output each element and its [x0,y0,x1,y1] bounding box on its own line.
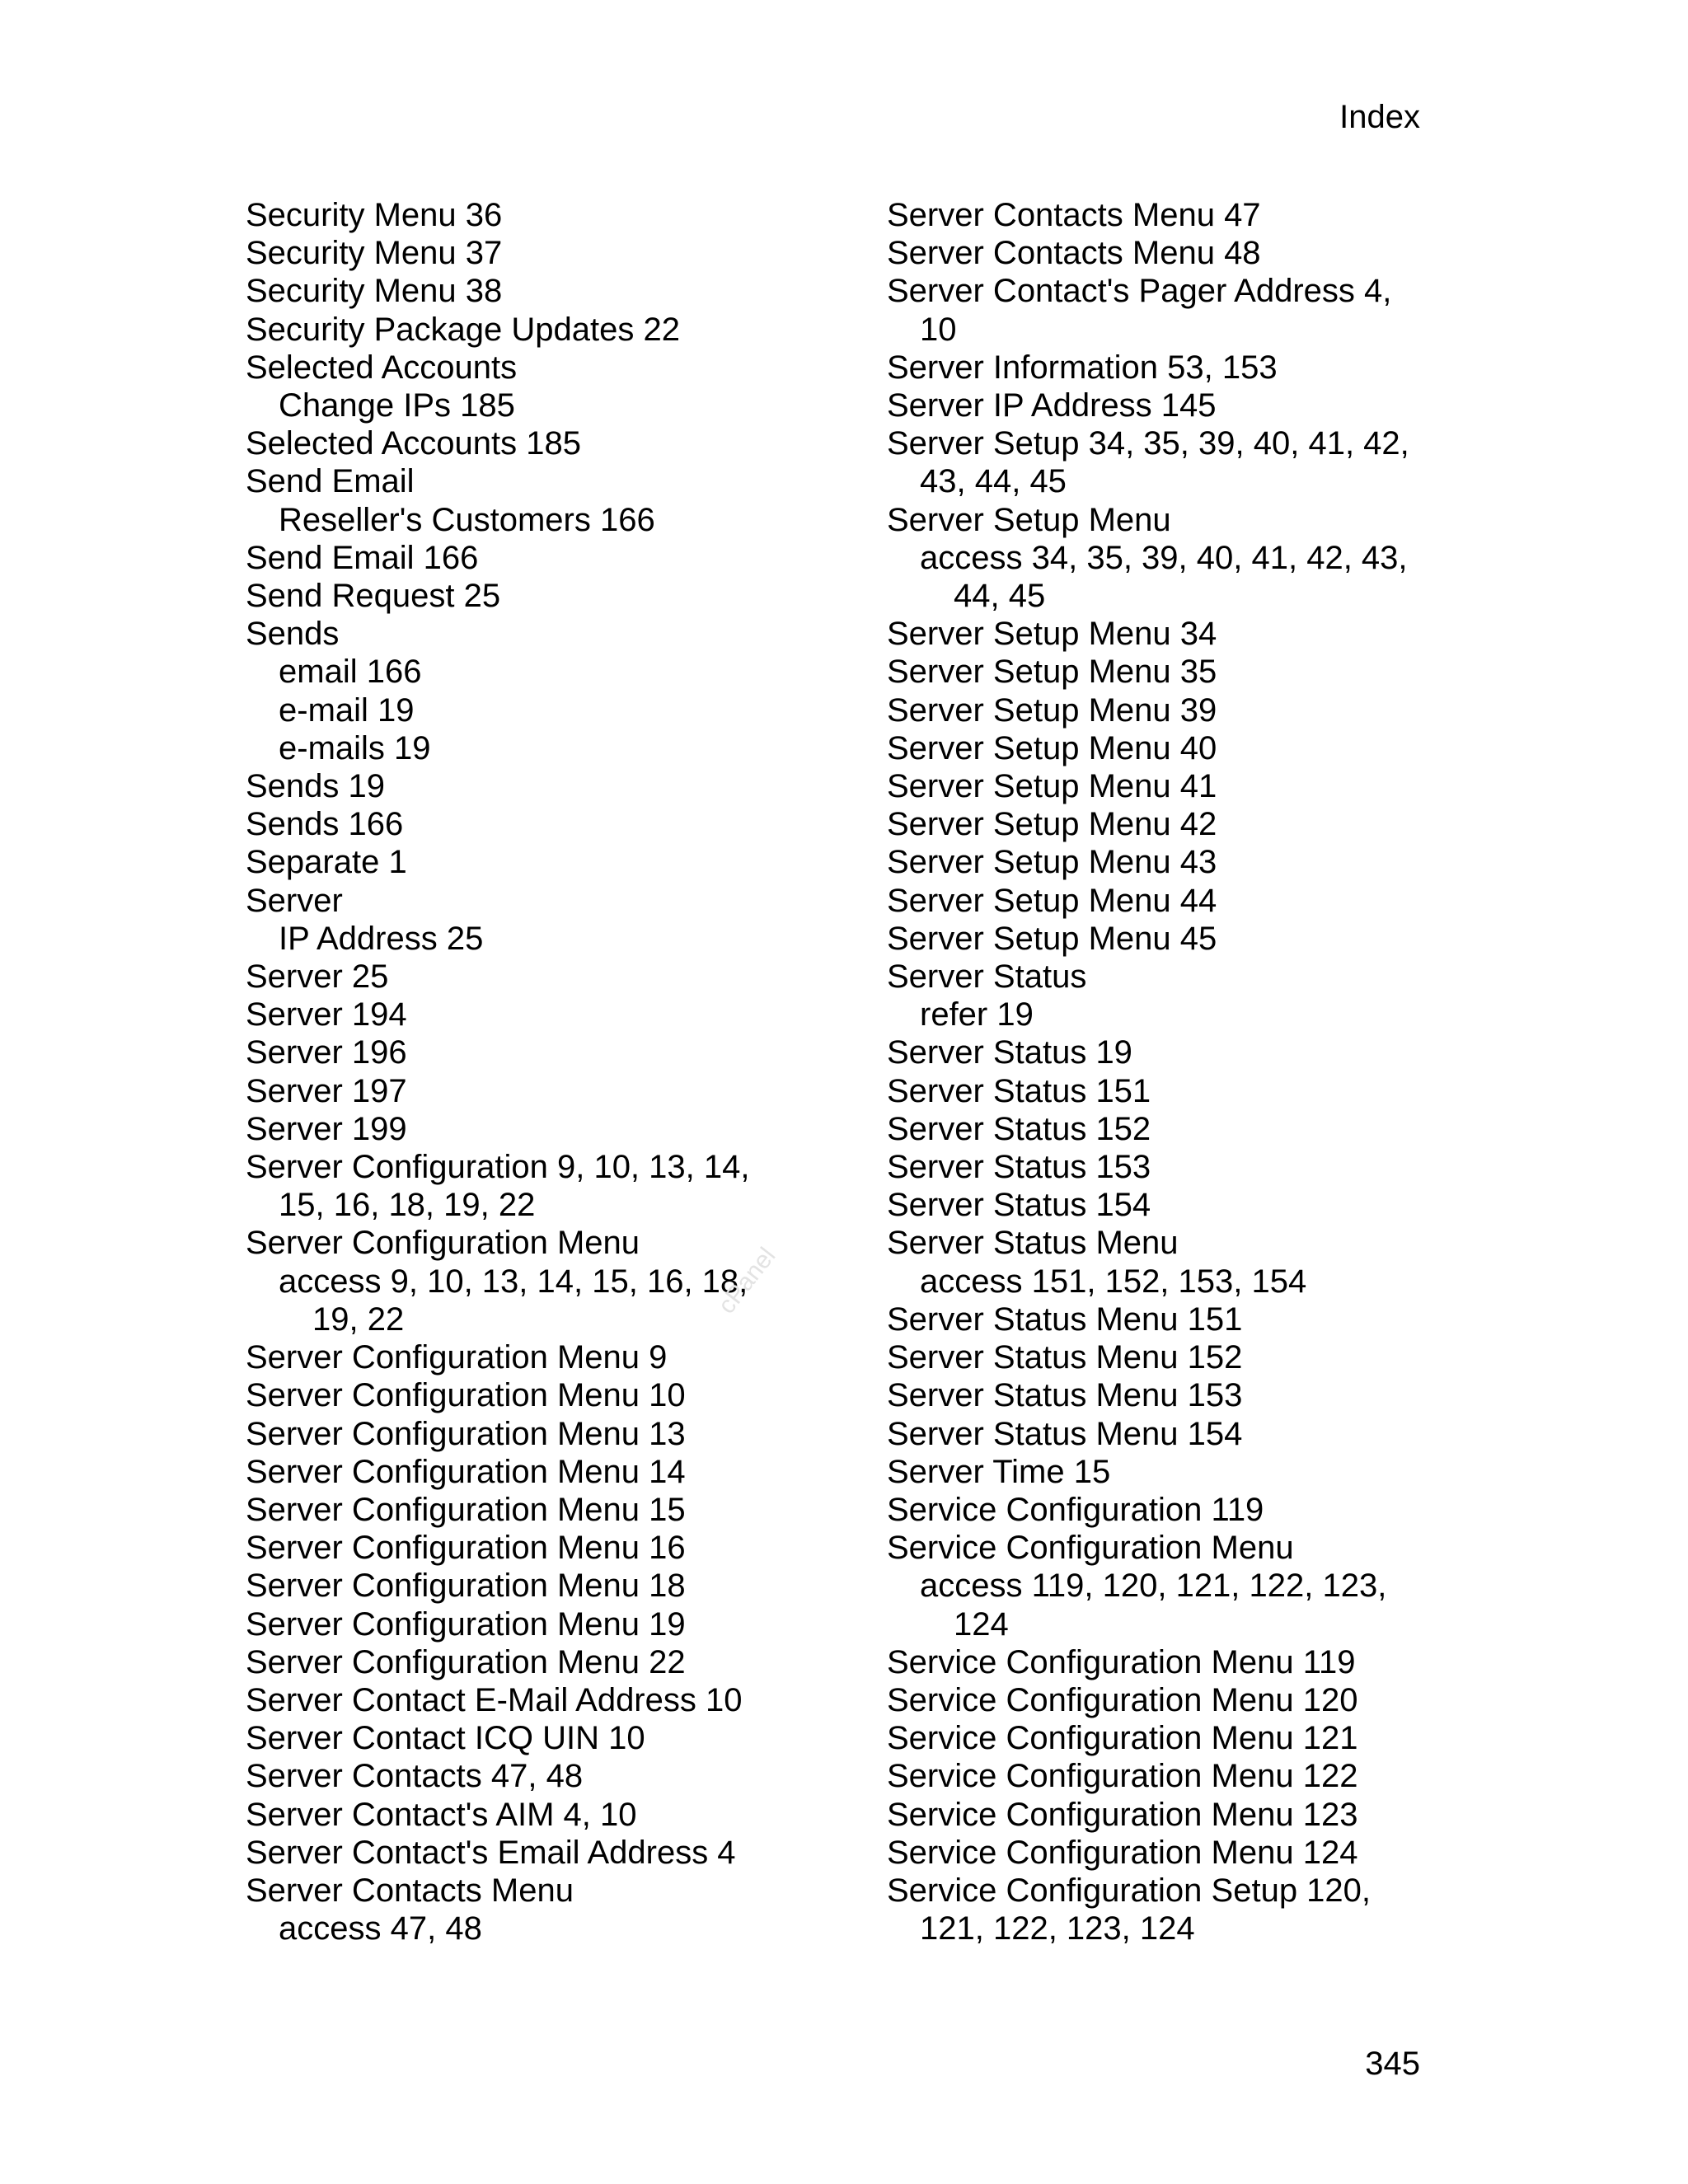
index-entry: Server 194 [246,996,407,1033]
watermark: cPanel [713,1242,781,1319]
index-subentry: IP Address 25 [279,920,484,957]
index-entry: Server Configuration Menu 15 [246,1491,686,1528]
index-entry: Server Configuration Menu 9 [246,1339,668,1376]
index-subentry: e-mails 19 [279,729,431,766]
index-entry: Service Configuration Menu 120 [887,1681,1358,1718]
index-entry: Server 196 [246,1034,407,1071]
index-entry: Server Information 53, 153 [887,349,1278,386]
index-entry: Server Contact ICQ UIN 10 [246,1720,645,1757]
index-entry: Server Status Menu [887,1225,1179,1262]
index-subentry: 10 [920,311,957,348]
index-entry: Server Configuration Menu 18 [246,1568,686,1605]
index-entry: Sends 166 [246,806,404,843]
index-entry: Server Time 15 [887,1453,1111,1490]
index-entry: Server Status 151 [887,1072,1151,1109]
index-entry: Server Contact's Pager Address 4, [887,273,1392,310]
index-entry: Server Status 19 [887,1034,1132,1071]
index-entry: Server Contacts Menu 48 [887,235,1261,272]
index-entry: Server Contact's AIM 4, 10 [246,1796,637,1833]
index-subentry: 44, 45 [954,578,1046,615]
index-entry: Service Configuration Menu 119 [887,1643,1356,1680]
index-entry: Server Status 152 [887,1110,1151,1147]
index-entry: Send Email [246,463,415,500]
index-entry: Security Menu 38 [246,273,503,310]
index-subentry: Change IPs 185 [279,387,515,424]
index-entry: Selected Accounts 185 [246,425,581,462]
index-entry: Server Status Menu 151 [887,1301,1243,1338]
index-entry: Send Email 166 [246,539,479,576]
index-entry: Server Setup Menu 42 [887,806,1217,843]
index-entry: Server Configuration Menu 22 [246,1643,686,1680]
index-entry: Server Configuration Menu 14 [246,1453,686,1490]
index-entry: Service Configuration Menu 123 [887,1796,1358,1833]
index-entry: Server Configuration Menu 10 [246,1377,686,1414]
index-entry: Server 197 [246,1072,407,1109]
index-entry: Sends [246,616,340,653]
index-subentry: 124 [954,1605,1009,1643]
index-entry: Server Status 154 [887,1187,1151,1224]
index-entry: Server Contacts Menu 47 [887,197,1261,233]
index-entry: Server Setup 34, 35, 39, 40, 41, 42, [887,425,1409,462]
index-entry: Service Configuration 119 [887,1491,1264,1528]
index-entry: Server Setup Menu 39 [887,691,1217,729]
index-entry: Service Configuration Menu 124 [887,1834,1358,1871]
index-entry: Service Configuration Menu [887,1530,1294,1567]
index-subentry: access 34, 35, 39, 40, 41, 42, 43, [920,539,1408,576]
index-entry: Service Configuration Menu 122 [887,1758,1358,1795]
index-subentry: 15, 16, 18, 19, 22 [279,1187,536,1224]
index-subentry: Reseller's Customers 166 [279,501,655,538]
index-entry: Security Menu 37 [246,235,503,272]
index-entry: Server Contacts 47, 48 [246,1758,584,1795]
index-entry: Server Contacts Menu [246,1872,574,1909]
index-entry: Sends 19 [246,768,386,805]
index-entry: Server Status Menu 153 [887,1377,1243,1414]
index-subentry: email 166 [279,654,422,691]
index-subentry: 121, 122, 123, 124 [920,1910,1195,1947]
index-entry: Send Request 25 [246,578,501,615]
index-subentry: access 119, 120, 121, 122, 123, [920,1568,1387,1605]
index-entry: Security Package Updates 22 [246,311,680,348]
index-column-left [246,196,872,1947]
index-subentry: refer 19 [920,996,1034,1033]
index-entry: Service Configuration Menu 121 [887,1720,1358,1757]
index-entry: Separate 1 [246,844,407,881]
index-entry: Server Setup Menu 35 [887,654,1217,691]
index-column-right [887,196,1480,1947]
index-subentry: 19, 22 [312,1301,405,1338]
index-entry: Server Contact's Email Address 4 [246,1834,736,1871]
index-entry: Server 199 [246,1110,407,1147]
index-entry: Server Status 153 [887,1149,1151,1186]
index-entry: Server Contact E-Mail Address 10 [246,1681,743,1718]
index-subentry: 43, 44, 45 [920,463,1067,500]
index-entry: Server Status [887,958,1087,996]
index-entry: Server Setup Menu 34 [887,616,1217,653]
index-entry: Server Configuration Menu 13 [246,1415,686,1452]
index-entry: Security Menu 36 [246,197,503,233]
index-entry: Server Setup Menu [887,501,1171,538]
index-entry: Server [246,882,343,919]
index-entry: Server 25 [246,958,389,996]
index-entry: Server Setup Menu 45 [887,920,1217,957]
index-entry: Server Status Menu 154 [887,1415,1243,1452]
index-subentry: access 9, 10, 13, 14, 15, 16, 18, [279,1263,748,1300]
index-entry: Server Configuration Menu 16 [246,1530,686,1567]
running-header: Index [1339,99,1420,135]
index-entry: Server Status Menu 152 [887,1339,1243,1376]
index-entry: Server Setup Menu 41 [887,768,1217,805]
index-subentry: access 151, 152, 153, 154 [920,1263,1307,1300]
index-entry: Server Setup Menu 40 [887,729,1217,766]
index-subentry: access 47, 48 [279,1910,482,1947]
index-entry: Service Configuration Setup 120, [887,1872,1372,1909]
index-entry: Server Configuration Menu [246,1225,640,1262]
index-entry: Selected Accounts [246,349,518,386]
index-entry: Server Configuration 9, 10, 13, 14, [246,1149,750,1186]
index-entry: Server Setup Menu 44 [887,882,1217,919]
page-number: 345 [1365,2046,1420,2082]
index-entry: Server IP Address 145 [887,387,1217,424]
index-entry: Server Setup Menu 43 [887,844,1217,881]
index-entry: Server Configuration Menu 19 [246,1605,686,1643]
index-subentry: e-mail 19 [279,691,415,729]
